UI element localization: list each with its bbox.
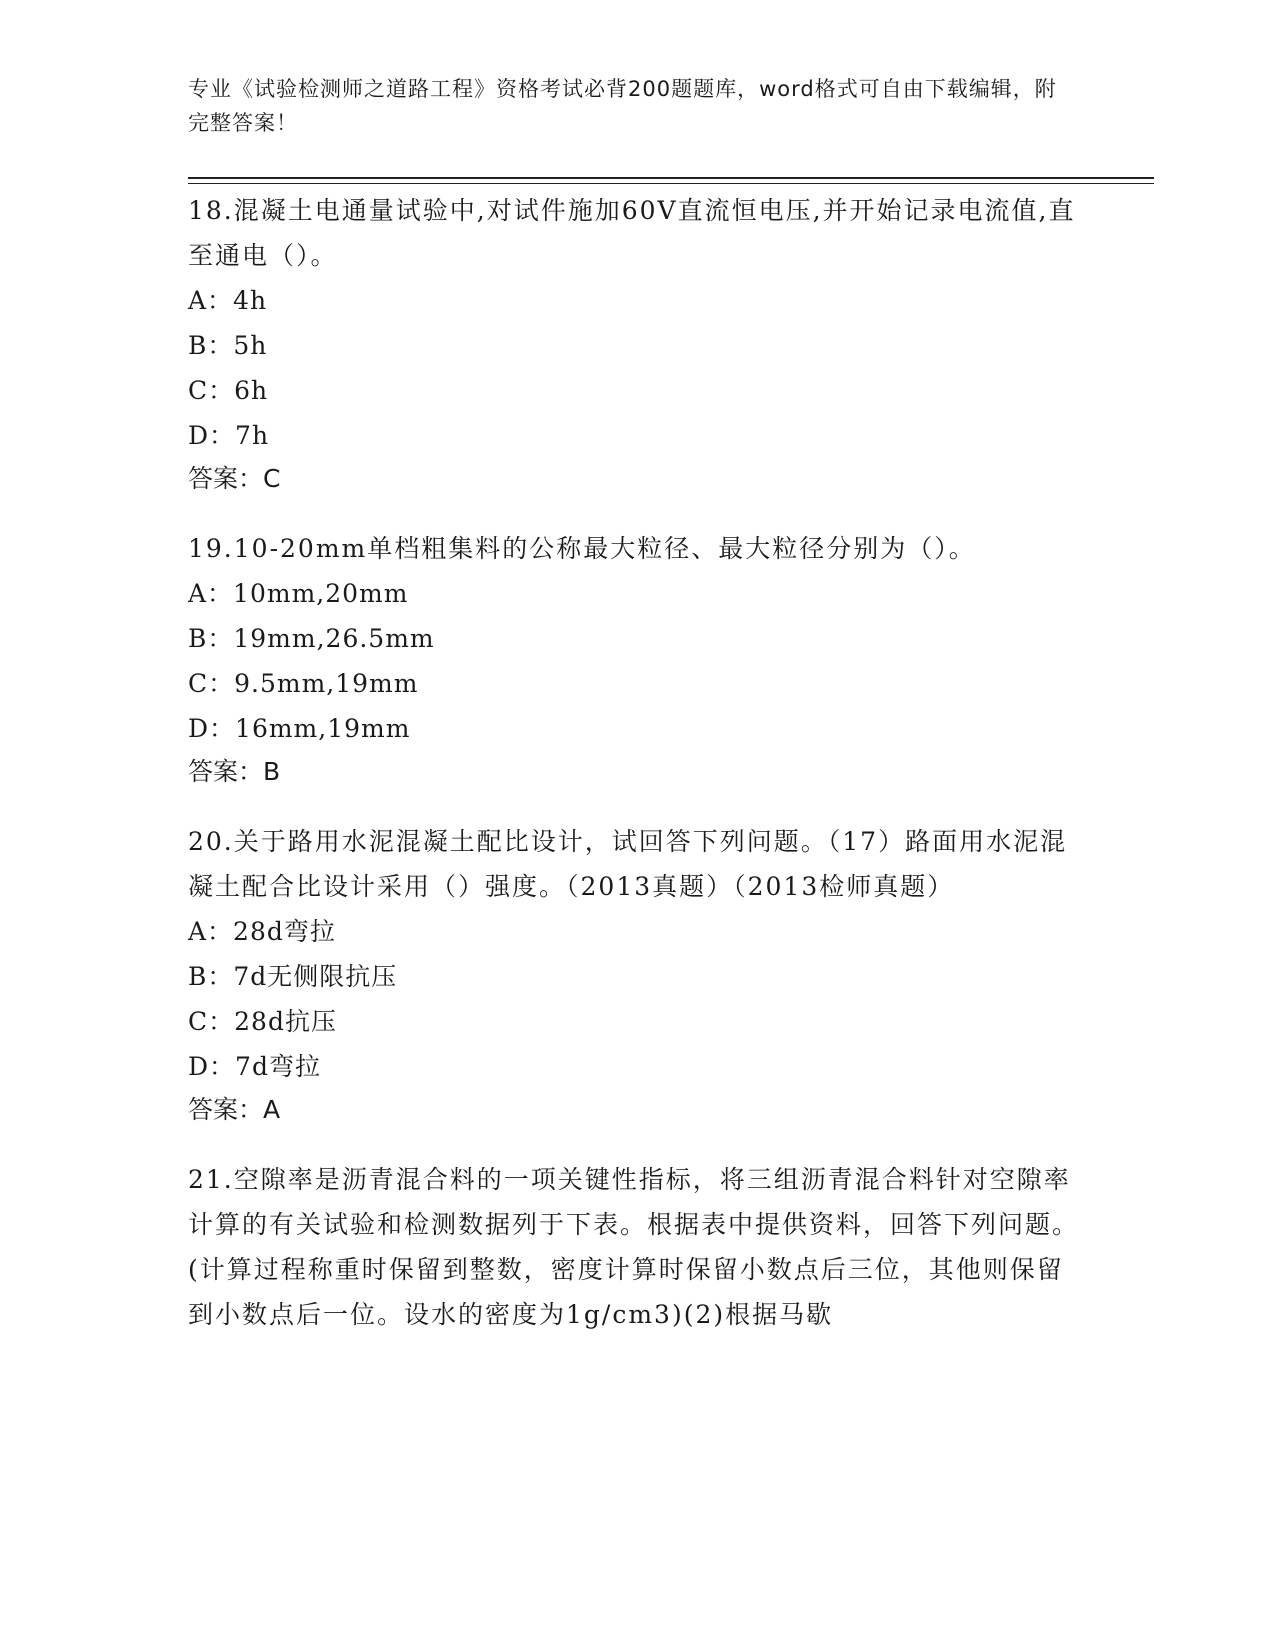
option-b: B：7d无侧限抗压 [188,962,398,991]
option-d: D：7d弯拉 [188,1052,321,1081]
question-18 [188,188,1088,500]
option-a: A：10mm,20mm [188,579,409,608]
answer: 答案：A [188,1095,281,1124]
option-d: D：7h [188,421,270,450]
option-d: D：16mm,19mm [188,714,411,743]
answer: 答案：C [188,464,281,493]
question-list [188,188,1088,1363]
header-rule-thick [188,177,1154,179]
answer: 答案：B [188,757,281,786]
question-text: 20.关于路用水泥混凝土配比设计，试回答下列问题。（17）路面用水泥混凝土配合比设计采用（）强度。（2013真题）（2013检师真题） [188,827,1068,901]
option-c: C：9.5mm,19mm [188,669,419,698]
option-c: C：28d抗压 [188,1007,337,1036]
question-text: 21.空隙率是沥青混合料的一项关键性指标，将三组沥青混合料针对空隙率计算的有关试验和检测数据列于下表。根据表中提供资料，回答下列问题。(计算过程称重时保留到整数，密度计算时保留小数点后三位，其他则保留到小数点后一位。设水的密度为1g/cm3)(2)根据马歇 [188,1165,1080,1329]
option-a: A：4h [188,286,268,315]
option-b: B：19mm,26.5mm [188,624,435,653]
option-b: B：5h [188,331,268,360]
question-21 [188,1157,1088,1337]
header-rule-thin [188,183,1154,184]
question-19 [188,526,1088,793]
question-20 [188,819,1088,1131]
document-header: 专业《试验检测师之道路工程》资格考试必背200题题库，word格式可自由下载编辑，附完整答案！ [188,77,1057,135]
option-a: A：28d弯拉 [188,917,336,946]
question-text: 18.混凝土电通量试验中,对试件施加60V直流恒电压,并开始记录电流值,直至通电（）。 [188,196,1076,270]
question-text: 19.10-20mm单档粗集料的公称最大粒径、最大粒径分别为（）。 [188,534,976,563]
option-c: C：6h [188,376,269,405]
